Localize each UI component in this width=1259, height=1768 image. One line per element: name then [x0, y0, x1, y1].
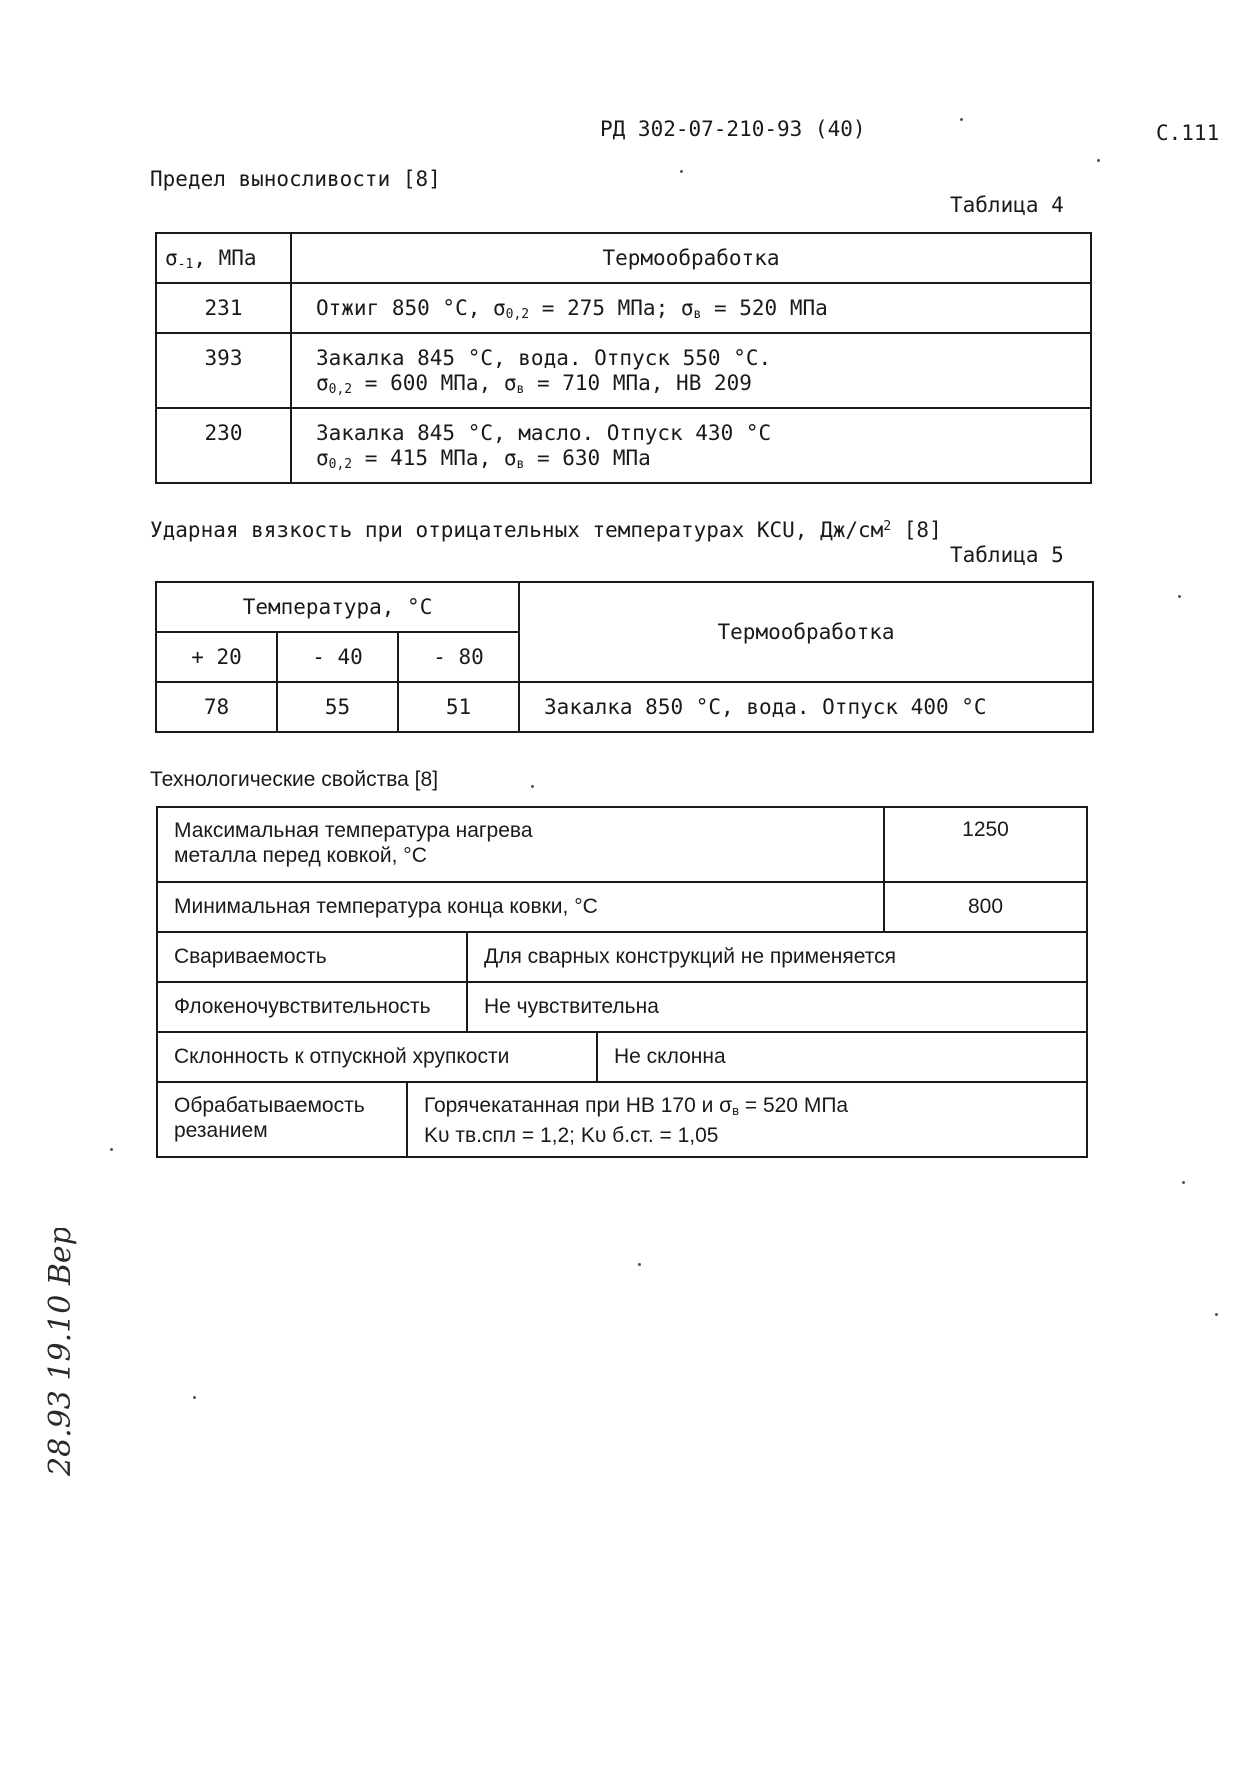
temp-col: - 40	[277, 632, 398, 682]
min-temp-label: Минимальная температура конца ковки, °С	[157, 882, 884, 932]
endurance-value: 230	[156, 408, 291, 483]
max-temp-value: 1250	[884, 807, 1087, 882]
text: металла перед ковкой, °С	[174, 844, 427, 867]
scan-speck	[1215, 1313, 1218, 1316]
table-row	[157, 807, 1087, 882]
machinability-value	[407, 1082, 1087, 1157]
endurance-value: 393	[156, 333, 291, 408]
handwritten-note	[38, 1228, 82, 1478]
header-sigma	[156, 233, 291, 283]
subscript: 0,2	[328, 457, 353, 472]
handwriting-drawing	[38, 1228, 82, 1478]
text: = 710 МПа, НВ 209	[524, 371, 752, 395]
scan-speck	[960, 118, 963, 121]
text: Ударная вязкость при отрицательных температурах KCU, Дж/см	[150, 518, 884, 542]
subscript: 0,2	[328, 382, 353, 397]
max-temp-label	[157, 807, 884, 882]
flake-value: Не чувствительна	[467, 982, 1087, 1032]
impact-value: 55	[277, 682, 398, 732]
text: = 630 МПа	[524, 446, 651, 470]
scan-speck	[531, 785, 534, 788]
subscript: в	[516, 382, 525, 397]
tech-table-machinability	[156, 1081, 1088, 1158]
superscript: 2	[883, 519, 892, 534]
sigma-unit: , МПа	[193, 246, 257, 270]
text: Закалка 845 °С, масло. Отпуск 430 °С	[316, 421, 772, 445]
temp-col: + 20	[156, 632, 277, 682]
scan-speck	[1182, 1181, 1185, 1184]
min-temp-value: 800	[884, 882, 1087, 932]
text: Kυ тв.спл = 1,2; Kυ б.ст. = 1,05	[424, 1124, 719, 1147]
temp-col: - 80	[398, 632, 519, 682]
subscript: в	[732, 1103, 740, 1118]
text: Закалка 845 °С, вода. Отпуск 550 °С.	[316, 346, 772, 370]
text: = 275 МПа; σ	[529, 296, 694, 320]
treatment-cell	[291, 408, 1091, 483]
text: = 520 МПа	[701, 296, 828, 320]
table-row	[157, 982, 1087, 1032]
flake-label: Флокеночувствительность	[157, 982, 467, 1032]
table-4-label: Таблица 4	[950, 193, 1064, 217]
treatment-cell	[291, 333, 1091, 408]
table-header-row	[156, 582, 1093, 632]
impact-value: 78	[156, 682, 277, 732]
section-title-technological: Технологические свойства [8]	[150, 768, 439, 791]
section-title-endurance: Предел выносливости [8]	[150, 167, 441, 191]
page-number: С.111	[1156, 121, 1220, 145]
text: Отжиг 850 °С, σ	[316, 296, 506, 320]
table-row	[157, 882, 1087, 932]
scan-speck	[193, 1396, 196, 1399]
tech-table-forging	[156, 806, 1088, 933]
scan-speck	[1178, 595, 1181, 598]
scan-speck	[1097, 159, 1100, 162]
scan-speck	[680, 170, 683, 173]
impact-table	[155, 581, 1094, 733]
table-row	[157, 1082, 1087, 1157]
text: резанием	[174, 1119, 268, 1142]
text: Горячекатанная при НВ 170 и σ	[424, 1094, 733, 1117]
text: σ	[316, 446, 329, 470]
text: = 520 МПа	[739, 1094, 849, 1117]
weldability-label: Свариваемость	[157, 932, 467, 982]
weldability-value: Для сварных конструкций не применяется	[467, 932, 1087, 982]
subscript: в	[693, 307, 702, 322]
table-row	[157, 932, 1087, 982]
scan-speck	[638, 1263, 641, 1266]
impact-value: 51	[398, 682, 519, 732]
table-row	[156, 408, 1091, 483]
table-row	[156, 333, 1091, 408]
endurance-table	[155, 232, 1092, 484]
header-treatment: Термообработка	[291, 233, 1091, 283]
table-row	[156, 682, 1093, 732]
handwriting-text: 28.93 19.10 Вер	[43, 1228, 78, 1476]
header-temperature: Температура, °С	[156, 582, 519, 632]
text: = 600 МПа, σ	[352, 371, 517, 395]
text: Максимальная температура нагрева	[174, 819, 533, 842]
table-5-label: Таблица 5	[950, 543, 1064, 567]
text: Обрабатываемость	[174, 1094, 365, 1117]
subscript: 0,2	[505, 307, 530, 322]
scan-speck	[110, 1148, 113, 1151]
subscript: в	[516, 457, 525, 472]
treatment-cell: Закалка 850 °С, вода. Отпуск 400 °С	[519, 682, 1093, 732]
table-row	[156, 283, 1091, 333]
section-title-impact	[150, 518, 942, 542]
sigma-symbol: σ	[165, 246, 178, 270]
table-row	[157, 1032, 1087, 1082]
machinability-label	[157, 1082, 407, 1157]
tech-table-temper	[156, 1031, 1088, 1083]
table-header-row	[156, 233, 1091, 283]
text: σ	[316, 371, 329, 395]
temper-label: Склонность к отпускной хрупкости	[157, 1032, 597, 1082]
temper-value: Не склонна	[597, 1032, 1087, 1082]
header-treatment: Термообработка	[519, 582, 1093, 682]
treatment-cell	[291, 283, 1091, 333]
endurance-value: 231	[156, 283, 291, 333]
document-code: РД 302-07-210-93 (40)	[600, 117, 866, 141]
sigma-subscript: -1	[177, 257, 194, 272]
tech-table-weldability	[156, 931, 1088, 1033]
text: = 415 МПа, σ	[352, 446, 517, 470]
text: [8]	[891, 518, 942, 542]
